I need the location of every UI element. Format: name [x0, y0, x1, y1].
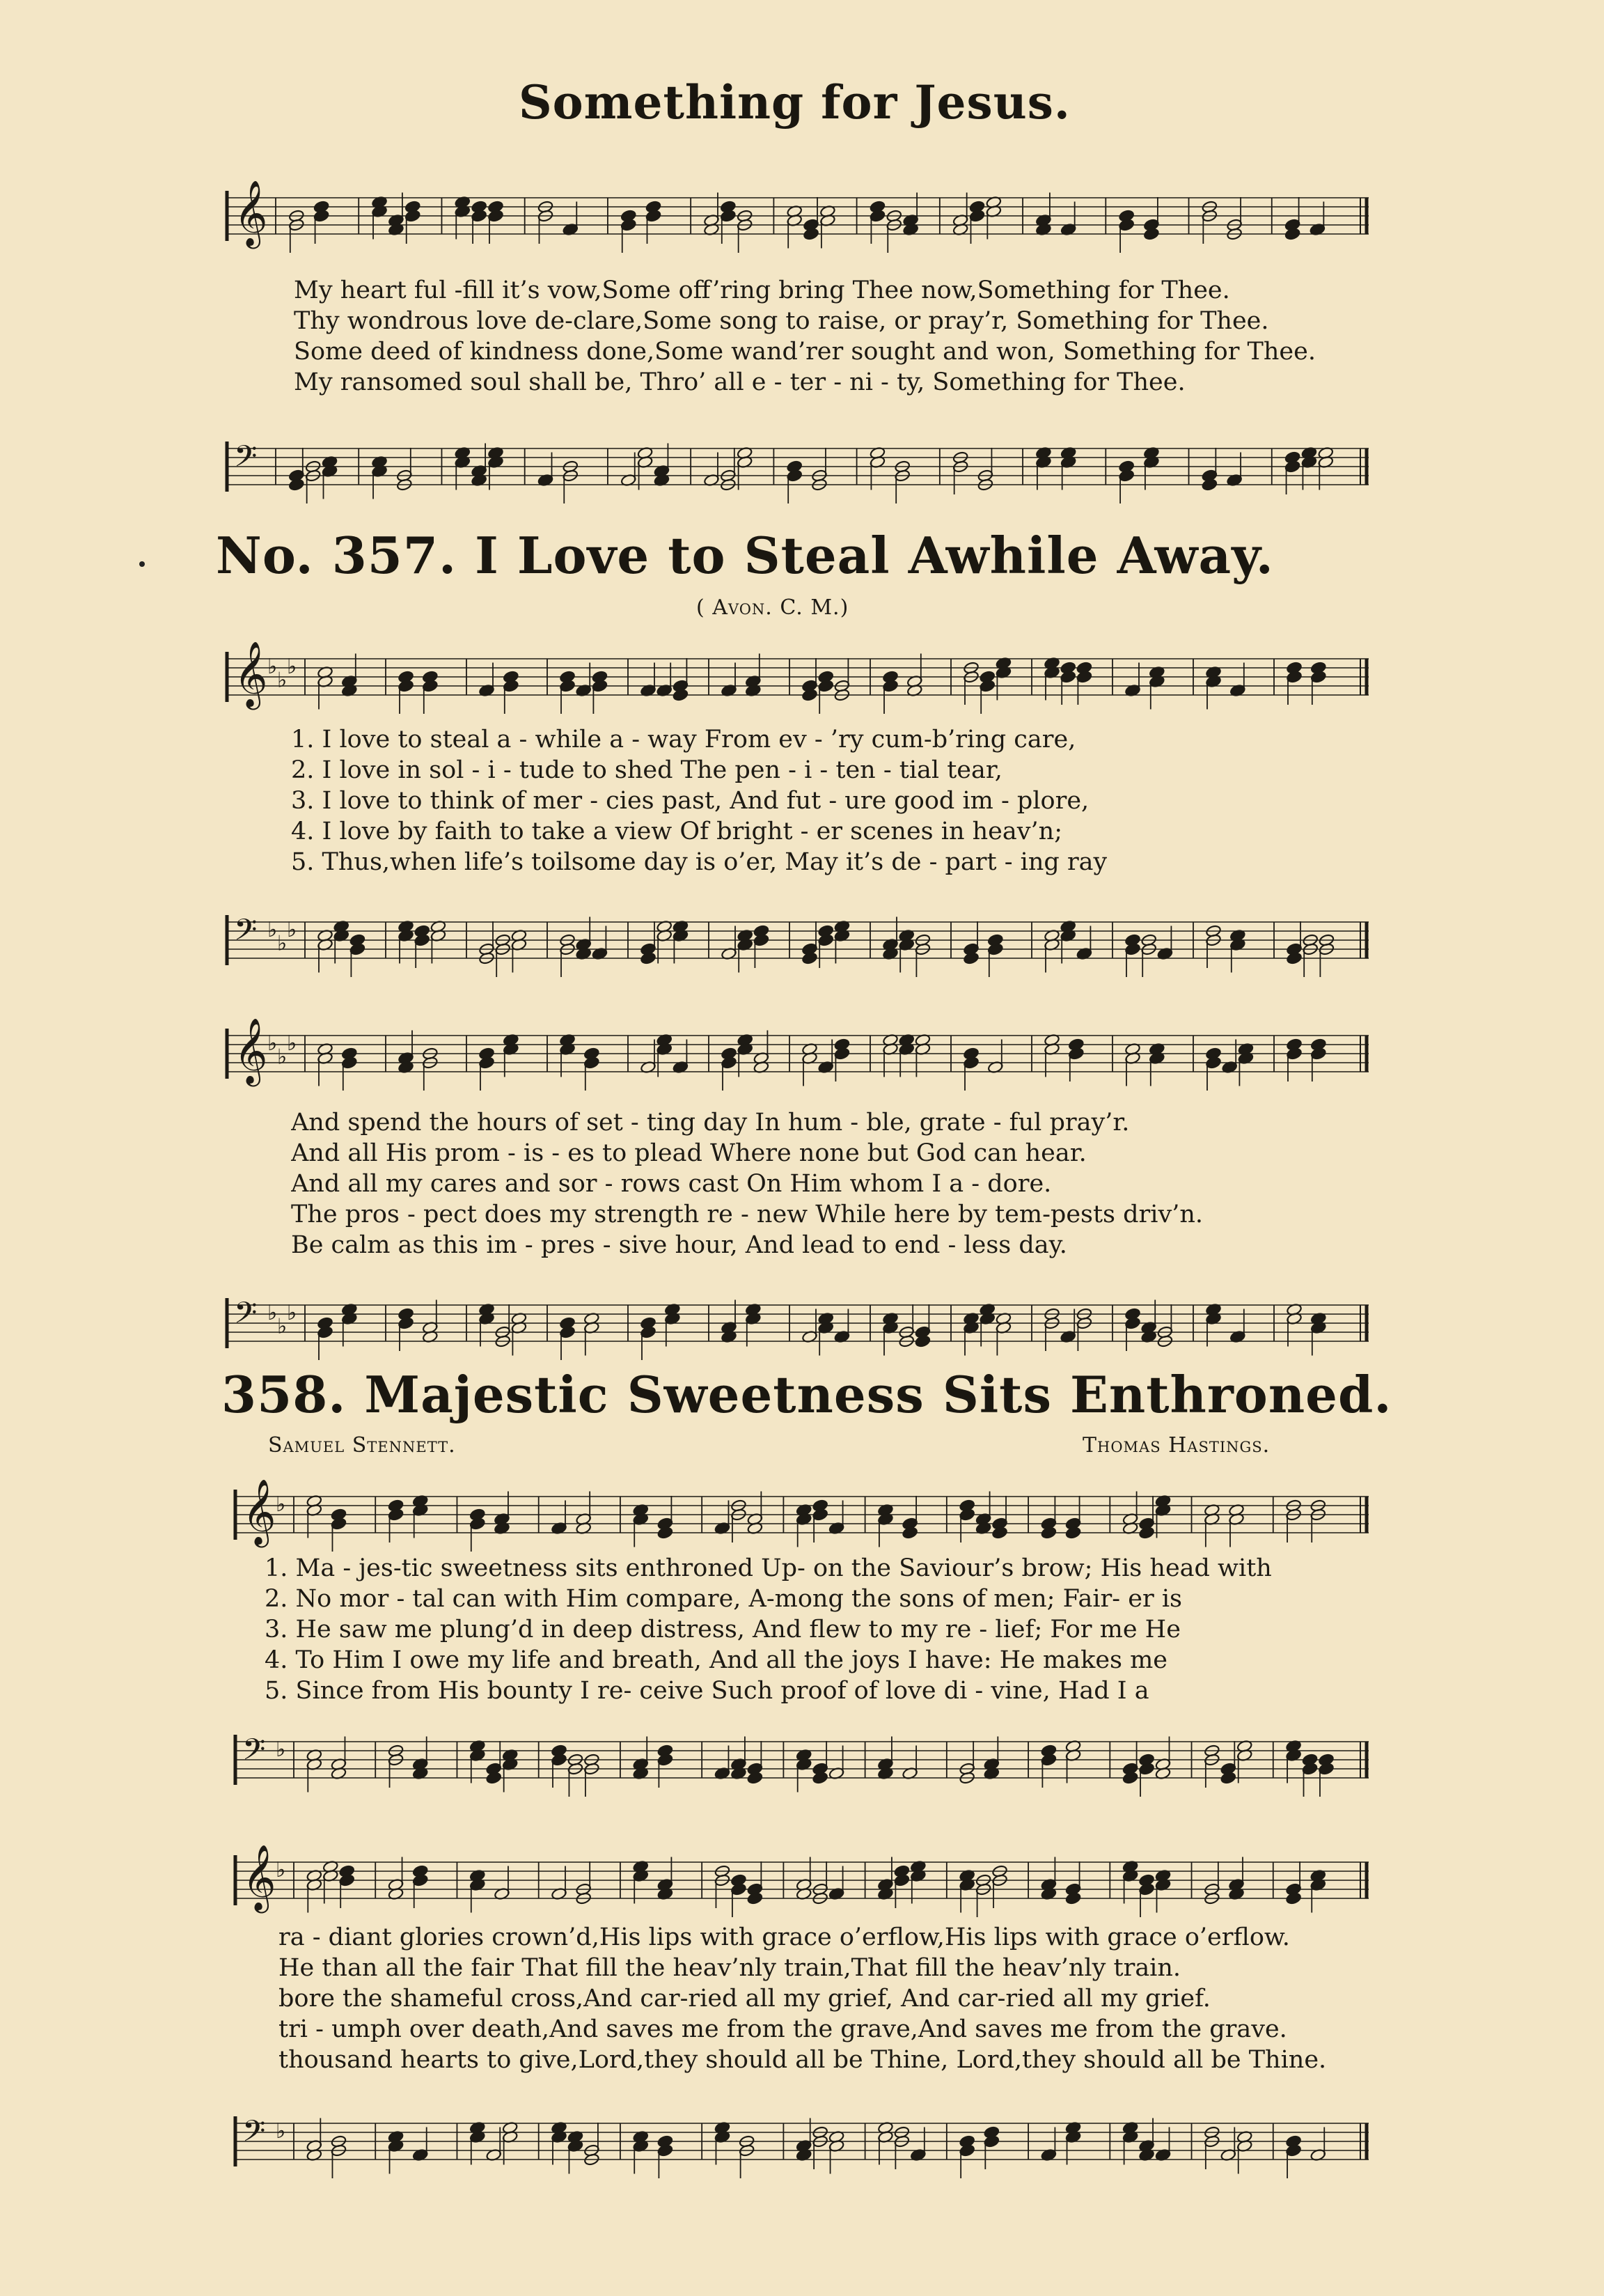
svg-text:♭: ♭ [276, 1492, 286, 1517]
svg-text:♭: ♭ [287, 917, 297, 942]
svg-text:♭: ♭ [277, 668, 288, 693]
music-staff [221, 418, 1371, 515]
svg-text:♭: ♭ [277, 1314, 288, 1339]
verse-line: 2. No mor - tal can with Him compare, A-mong the sons of men; Fair- er is [265, 1585, 1182, 1613]
svg-text:𝄢: 𝄢 [242, 1732, 266, 1774]
svg-text:♭: ♭ [276, 1737, 286, 1762]
verse-line: My ransomed soul shall be, Thro’ all e - ter - ni - ty, Something for Thee. [294, 368, 1186, 396]
verse-line: And spend the hours of set - ting day In hum - ble, grate - ful pray’r. [291, 1109, 1130, 1137]
svg-text:𝄢: 𝄢 [234, 912, 258, 955]
verse-line: Be calm as this im - pres - sive hour, And lead to end - less day. [291, 1231, 1067, 1259]
verse-line: 5. Since from His bounty I re- ceive Such proof of love di - vine, Had I a [265, 1677, 1149, 1705]
hymn-title-357: No. 357. I Love to Steal Awhile Away. [216, 526, 1274, 585]
svg-text:𝄞: 𝄞 [234, 180, 268, 247]
verse-line: He than all the fair That fill the heav’nly train,That fill the heav’nly train. [278, 1954, 1181, 1982]
composer-credit: Thomas Hastings. [1083, 1433, 1271, 1458]
verse-line: And all His prom - is - es to plead Where none but God can hear. [291, 1139, 1087, 1167]
verse-line: tri - umph over death,And saves me from the grave,And saves me from the grave. [278, 2015, 1287, 2043]
verses-358-a [265, 1553, 1272, 1706]
verse-line: 1. I love to steal a - while a - way From ev - ’ry cum-b’ring care, [291, 726, 1076, 753]
verse-line: ra - diant glories crown’d,His lips with grace o’erflow,His lips with grace o’erflow. [278, 1923, 1290, 1951]
music-staff [221, 174, 1371, 258]
verse-line: 1. Ma - jes-tic sweetness sits enthroned Up- on the Saviour’s brow; His head with [265, 1554, 1272, 1582]
svg-text:♭: ♭ [287, 1300, 297, 1325]
verse-line: And all my cares and sor - rows cast On Him whom I a - dore. [291, 1170, 1052, 1198]
verses-357-b [291, 1107, 1203, 1260]
svg-text:𝄢: 𝄢 [234, 439, 258, 481]
svg-text:𝄞: 𝄞 [234, 641, 268, 708]
music-staff [230, 1469, 1371, 1560]
music-staff [230, 1835, 1371, 1926]
verse-line: 4. To Him I owe my life and breath, And all the joys I have: He makes me [265, 1646, 1168, 1674]
svg-text:♭: ♭ [287, 1031, 297, 1056]
music-staff [221, 888, 1371, 992]
svg-text:♭: ♭ [276, 1857, 286, 1882]
verse-line: Some deed of kindness done,Some wand’rer sought and won, Something for Thee. [294, 338, 1316, 366]
page-mark [139, 561, 145, 567]
svg-text:𝄞: 𝄞 [234, 1017, 268, 1084]
music-staff [221, 1008, 1371, 1099]
svg-text:♭: ♭ [267, 654, 278, 679]
svg-text:♭: ♭ [267, 917, 278, 942]
hymn-title-something-for-jesus: Something for Jesus. [519, 75, 1071, 130]
music-staff [230, 1715, 1371, 1805]
svg-text:♭: ♭ [287, 654, 297, 679]
verses-something [294, 275, 1316, 398]
svg-text:♭: ♭ [277, 931, 288, 956]
svg-text:𝄞: 𝄞 [242, 1478, 276, 1545]
verses-357-a [291, 724, 1107, 877]
music-staff [221, 1274, 1371, 1372]
svg-text:♭: ♭ [276, 2118, 286, 2143]
verse-line: thousand hearts to give,Lord,they should all be Thine, Lord,they should all be Thine. [278, 2046, 1327, 2074]
svg-text:♭: ♭ [267, 1031, 278, 1056]
music-staff [221, 635, 1371, 719]
music-staff [230, 2093, 1371, 2190]
hymn-title-358: 358. Majestic Sweetness Sits Enthroned. [221, 1365, 1392, 1424]
svg-text:𝄞: 𝄞 [242, 1844, 276, 1911]
verse-line: bore the shameful cross,And car-ried all my grief, And car-ried all my grief. [278, 1985, 1211, 2013]
verse-line: 3. He saw me plung’d in deep distress, And flew to my re - lief; For me He [265, 1616, 1181, 1643]
author-credit: Samuel Stennett. [268, 1433, 456, 1458]
verse-line: 3. I love to think of mer - cies past, And fut - ure good im - plore, [291, 787, 1090, 815]
svg-text:♭: ♭ [267, 1300, 278, 1325]
verse-line: 5. Thus,when life’s toilsome day is o’er, May it’s de - part - ing ray [291, 848, 1108, 876]
verse-line: My heart ful -fill it’s vow,Some off’ring bring Thee now,Something for Thee. [294, 276, 1230, 304]
svg-text:♭: ♭ [277, 1045, 288, 1070]
verse-line: 4. I love by faith to take a view Of bright - er scenes in heav’n; [291, 818, 1062, 845]
verse-line: The pros - pect does my strength re - new While here by tem-pests driv’n. [291, 1201, 1204, 1228]
svg-text:𝄢: 𝄢 [242, 2114, 266, 2156]
verses-358-b [278, 1922, 1326, 2075]
svg-text:𝄢: 𝄢 [234, 1295, 258, 1338]
verse-line: 2. I love in sol - i - tude to shed The pen - i - ten - tial tear, [291, 756, 1002, 784]
tune-name: ( Avon. C. M.) [696, 595, 849, 620]
verse-line: Thy wondrous love de-clare,Some song to raise, or pray’r, Something for Thee. [294, 307, 1269, 335]
